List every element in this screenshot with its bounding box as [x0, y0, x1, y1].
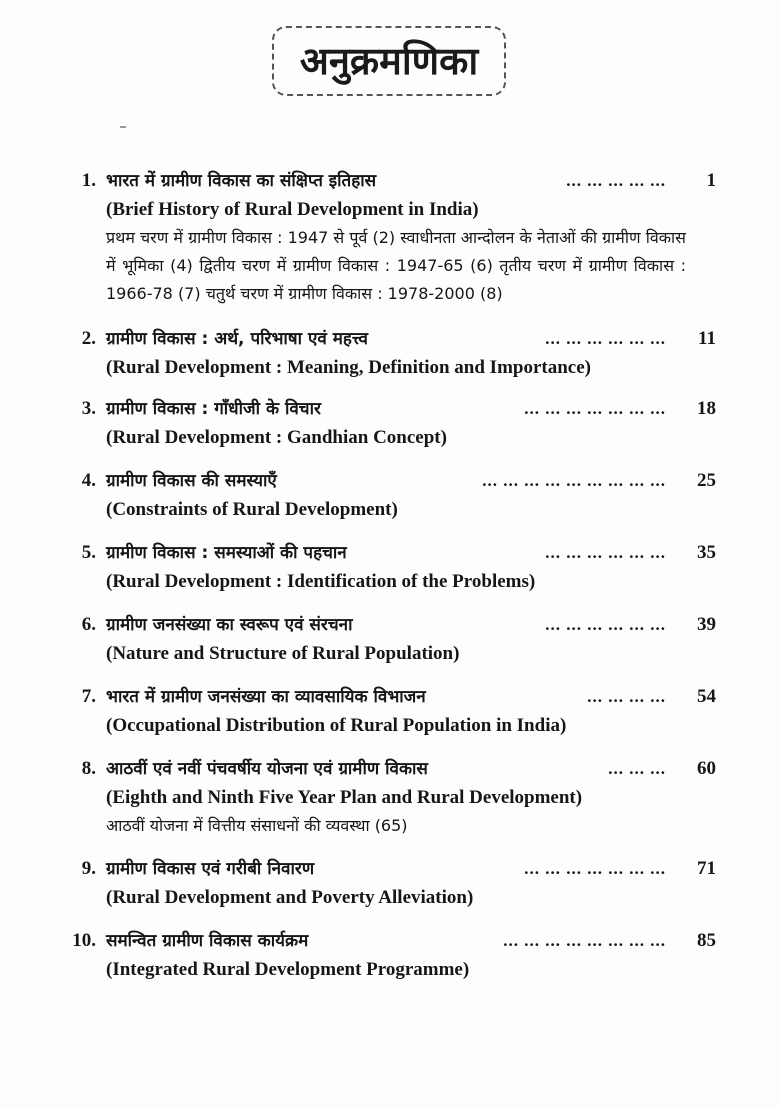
leader-dots: ... ... ... ... ... ... ...	[524, 399, 666, 418]
page-title: अनुक्रमणिका	[299, 39, 479, 83]
leader-dots: ... ... ... ... ... ... ... ...	[503, 931, 666, 950]
leader-dots: ... ... ... ... ... ...	[545, 543, 666, 562]
toc-entry-header	[36, 754, 716, 784]
chapter-title-english: (Integrated Rural Development Programme)	[106, 959, 470, 980]
leader-dots: ... ... ... ... ... ...	[545, 615, 666, 634]
page-number: 85	[697, 930, 716, 951]
chapter-number: 7.	[81, 686, 96, 707]
chapter-subtopics: आठवीं योजना में वित्तीय संसाधनों की व्यवस्था (65)	[106, 816, 408, 835]
chapter-number: 4.	[81, 470, 96, 491]
toc-entry-5[interactable]	[36, 538, 716, 596]
page-number: 54	[697, 686, 716, 707]
chapter-title-english: (Brief History of Rural Development in India)	[106, 199, 479, 220]
toc-entry-header	[36, 854, 716, 884]
toc-entry-8[interactable]	[36, 754, 716, 840]
chapter-title-hindi: समन्वित ग्रामीण विकास कार्यक्रम	[106, 931, 309, 951]
chapter-title-english: (Constraints of Rural Development)	[106, 499, 398, 520]
chapter-title-english: (Rural Development : Gandhian Concept)	[106, 427, 447, 448]
toc-entry-header	[36, 166, 716, 196]
chapter-number: 5.	[81, 542, 96, 563]
scan-mark	[120, 126, 126, 128]
chapter-number: 9.	[81, 858, 96, 879]
toc-entry-header	[36, 926, 716, 956]
page-number: 11	[698, 328, 716, 349]
chapter-title-english: (Occupational Distribution of Rural Population in India)	[106, 715, 567, 736]
page-number: 25	[697, 470, 716, 491]
toc-entry-header	[36, 538, 716, 568]
chapter-title-hindi: भारत में ग्रामीण विकास का संक्षिप्त इतिहास	[106, 171, 377, 191]
page-number: 18	[697, 398, 716, 419]
toc-entry-header	[36, 610, 716, 640]
toc-entry-header	[36, 324, 716, 354]
chapter-number: 8.	[81, 758, 96, 779]
chapter-title-english: (Rural Development and Poverty Alleviation)	[106, 887, 474, 908]
chapter-number: 6.	[81, 614, 96, 635]
page-number: 1	[706, 170, 716, 191]
chapter-title-hindi: ग्रामीण विकास की समस्याएँ	[106, 471, 277, 491]
chapter-title-hindi: ग्रामीण विकास : समस्याओं की पहचान	[106, 543, 347, 563]
toc-entry-2[interactable]	[36, 324, 716, 382]
chapter-title-english: (Rural Development : Meaning, Definition and Importance)	[106, 357, 591, 378]
chapter-number: 10.	[72, 930, 96, 951]
toc-entry-7[interactable]	[36, 682, 716, 740]
chapter-number: 3.	[81, 398, 96, 419]
chapter-title-hindi: ग्रामीण विकास : अर्थ, परिभाषा एवं महत्त्व	[106, 329, 368, 349]
toc-entry-1[interactable]	[36, 166, 716, 308]
chapter-title-hindi: ग्रामीण विकास : गाँधीजी के विचार	[106, 399, 321, 419]
toc-entry-6[interactable]	[36, 610, 716, 668]
page-number: 35	[697, 542, 716, 563]
chapter-title-hindi: आठवीं एवं नवीं पंचवर्षीय योजना एवं ग्रामीण विकास	[106, 759, 428, 779]
table-of-contents	[36, 166, 716, 998]
chapter-title-hindi: ग्रामीण जनसंख्या का स्वरूप एवं संरचना	[106, 615, 353, 635]
chapter-subtopics: प्रथम चरण में ग्रामीण विकास : 1947 से पूर्व (2) स्वाधीनता आन्दोलन के नेताओं की ग्रामीण विकास में भूमिका (4) द्वितीय चरण में ग्रामीण विकास : 1947-65 (6) तृतीय चरण में ग्रामीण विकास : 1966-78 (7) चतुर्थ चरण में ग्रामीण विकास : 1978-2000 (8)	[106, 228, 686, 303]
chapter-title-english: (Rural Development : Identification of the Problems)	[106, 571, 536, 592]
toc-entry-header	[36, 682, 716, 712]
chapter-title-hindi: भारत में ग्रामीण जनसंख्या का व्यावसायिक विभाजन	[106, 687, 426, 707]
toc-entry-9[interactable]	[36, 854, 716, 912]
chapter-title-hindi: ग्रामीण विकास एवं गरीबी निवारण	[106, 859, 315, 879]
toc-entry-3[interactable]	[36, 394, 716, 452]
toc-entry-10[interactable]	[36, 926, 716, 984]
chapter-title-english: (Eighth and Ninth Five Year Plan and Rural Development)	[106, 787, 583, 808]
chapter-number: 2.	[81, 328, 96, 349]
toc-entry-header	[36, 466, 716, 496]
toc-entry-4[interactable]	[36, 466, 716, 524]
page-number: 60	[697, 758, 716, 779]
chapter-number: 1.	[81, 170, 96, 191]
leader-dots: ... ... ... ... ... ... ... ... ...	[482, 471, 666, 490]
page-number: 71	[697, 858, 716, 879]
leader-dots: ... ... ...	[608, 759, 666, 778]
leader-dots: ... ... ... ...	[587, 687, 666, 706]
leader-dots: ... ... ... ... ...	[566, 171, 666, 190]
chapter-title-english: (Nature and Structure of Rural Population)	[106, 643, 460, 664]
leader-dots: ... ... ... ... ... ...	[545, 329, 666, 348]
page-number: 39	[697, 614, 716, 635]
page-title-box	[272, 26, 506, 96]
toc-entry-header	[36, 394, 716, 424]
leader-dots: ... ... ... ... ... ... ...	[524, 859, 666, 878]
